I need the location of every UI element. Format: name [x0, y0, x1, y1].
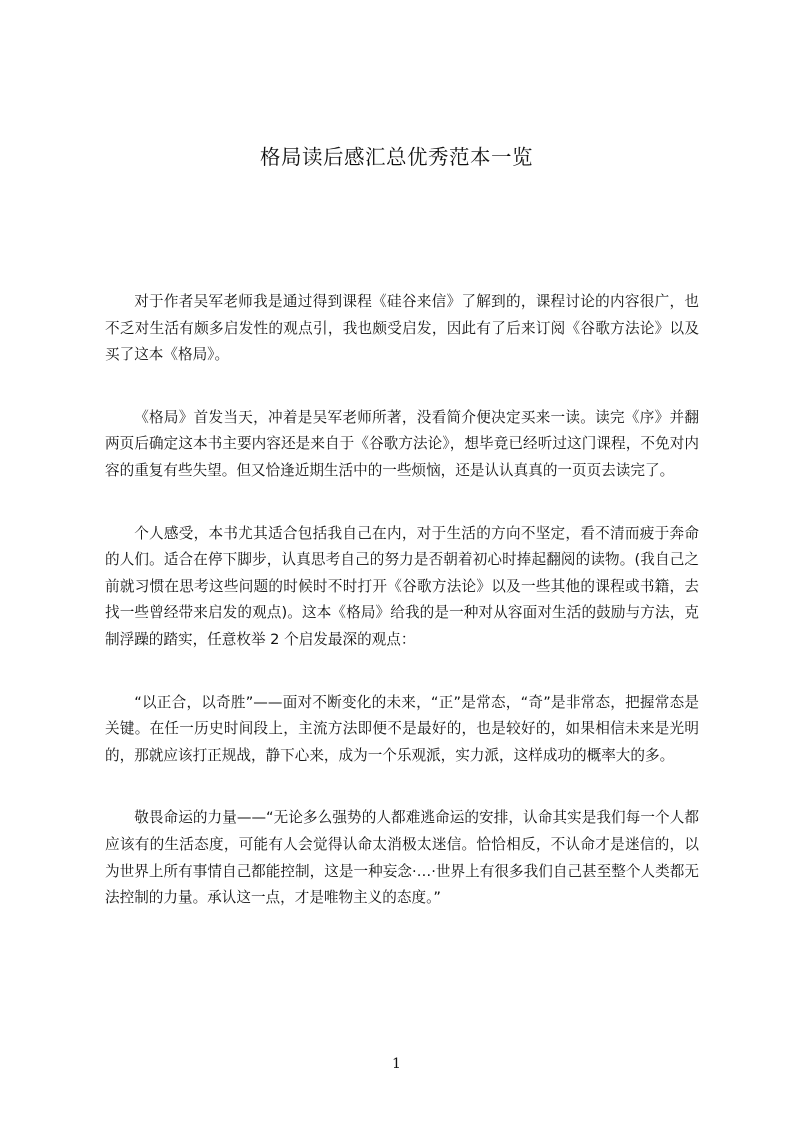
- page-title: 格局读后感汇总优秀范本一览: [260, 145, 533, 169]
- paragraph-1: 对于作者吴军老师我是通过得到课程《硅谷来信》了解到的，课程讨论的内容很广，也不乏对生活有颇多启发性的观点引，我也颇受启发，因此有了后来订阅《谷歌方法论》以及买了这本《格局》。: [105, 293, 699, 364]
- paragraph-2: 《格局》首发当天，冲着是吴军老师所著，没看简介便决定买来一读。读完《序》并翻两页后确定这本书主要内容还是来自于《谷歌方法论》，想毕竟已经听过这门课程，不免对内容的重复有些失望。但又恰逢近期生活中的一些烦恼，还是认认真真的一页页去读完了。: [105, 408, 699, 479]
- document-body: [105, 289, 699, 948]
- paragraph-4: “以正合，以奇胜”——面对不断变化的未来，“正”是常态，“奇”是非常态，把握常态是关键。在任一历史时间段上，主流方法即便不是最好的，也是较好的，如果相信未来是光明的，那就应该打正规战，静下心来，成为一个乐观派，实力派，这样成功的概率大的多。: [105, 693, 699, 764]
- paragraph-5: 敬畏命运的力量——“无论多么强势的人都难逃命运的安排，认命其实是我们每一个人都应该有的生活态度，可能有人会觉得认命太消极太迷信。恰恰相反，不认命才是迷信的，以为世界上所有事情自己都能控制，这是一种妄念·…·世界上有很多我们自己甚至整个人类都无法控制的力量。承认这一点，才是唯物主义的态度。”: [105, 809, 699, 907]
- paragraph-3: 个人感受，本书尤其适合包括我自己在内，对于生活的方向不坚定，看不清而疲于奔命的人们。适合在停下脚步，认真思考自己的努力是否朝着初心时捧起翻阅的读物。(我自己之前就习惯在思考这些问题的时候时不时打开《谷歌方法论》以及一些其他的课程或书籍，去找一些曾经带来启发的观点)。这本《格局》给我的是一种对从容面对生活的鼓励与方法，克制浮躁的踏实，任意枚举 2 个启发最深的观点：: [105, 524, 699, 648]
- page-number: 1: [392, 1056, 401, 1072]
